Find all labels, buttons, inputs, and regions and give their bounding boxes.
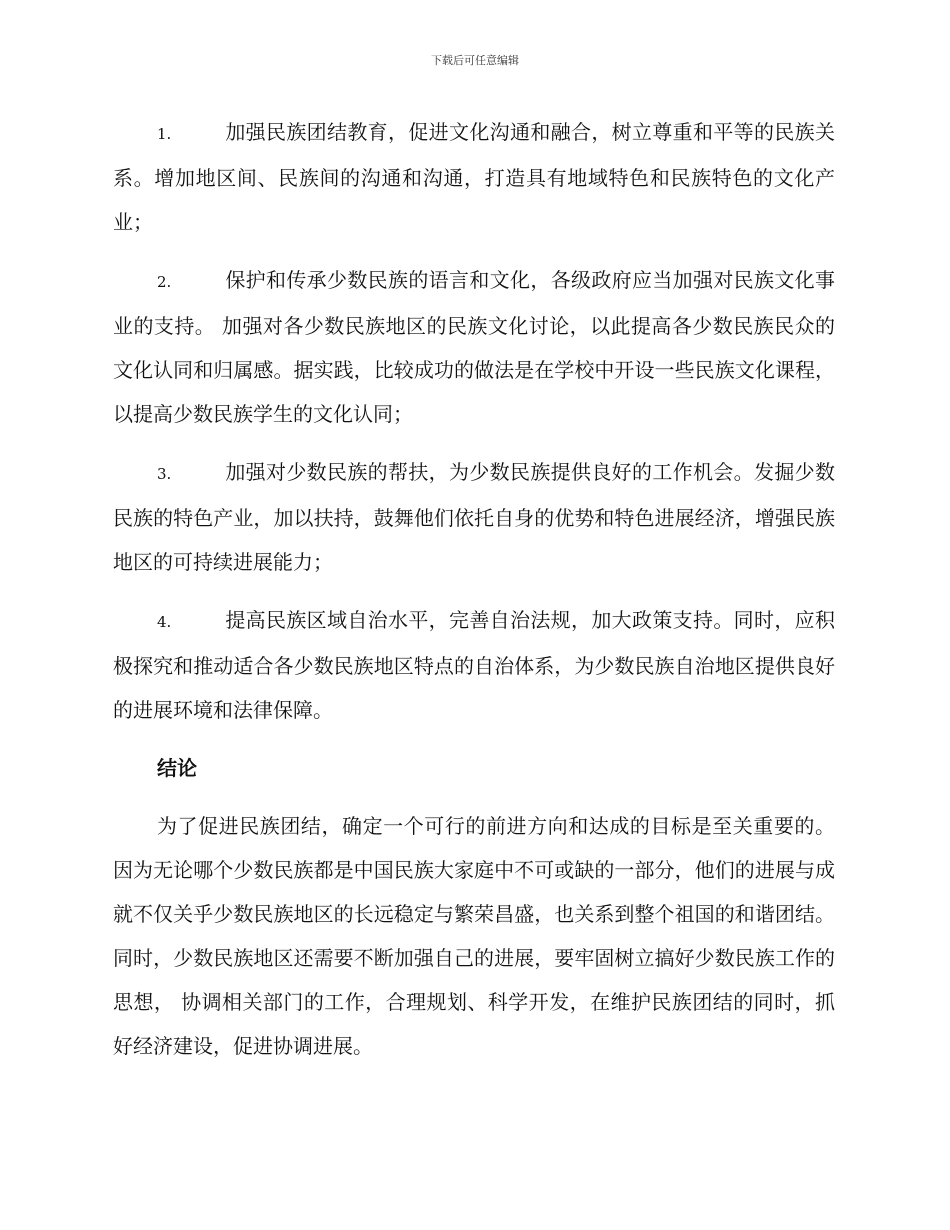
list-item-number: 3. [157, 465, 172, 483]
list-item-text: 加强对少数民族的帮扶，为少数民族提供良好的工作机会。发掘少数民族的特色产业，加以扶持，鼓舞他们依托自身的优势和特色进展经济，增强民族地区的可持续进展能力； [113, 460, 835, 574]
list-item-text: 加强民族团结教育，促进文化沟通和融合，树立尊重和平等的民族关系。增加地区间、民族间的沟通和沟通，打造具有地域特色和民族特色的文化产业； [113, 120, 835, 234]
conclusion-paragraph: 为了促进民族团结，确定一个可行的前进方向和达成的目标是至关重要的。 因为无论哪个少数民族都是中国民族大家庭中不可或缺的一部分，他们的进展与成就不仅关乎少数民族地区的长远稳定与繁荣昌盛，也关系到整个祖国的和谐团结。同时，少数民族地区还需要不断加强自己的进展，要牢固树立搞好少数民族工作的思想， 协调相关部门的工作，合理规划、科学开发，在维护民族团结的同时，抓好经济建设，促进协调进展。 [113, 814, 835, 1058]
list-item-3 [113, 450, 835, 584]
list-item-number: 2. [157, 273, 172, 291]
document-body [113, 110, 835, 1068]
list-item-2 [113, 258, 835, 436]
list-item-4 [113, 598, 835, 732]
list-item-text: 保护和传承少数民族的语言和文化，各级政府应当加强对民族文化事业的支持。 加强对各少数民族地区的民族文化讨论，以此提高各少数民族民众的文化认同和归属感。据实践，比较成功的做法是在学校中开设一些民族文化课程，以提高少数民族学生的文化认同； [113, 268, 835, 426]
conclusion-heading: 结论 [157, 756, 197, 780]
page-header: 下载后可任意编辑 [431, 54, 519, 67]
list-item-number: 1. [157, 125, 172, 143]
list-item-number: 4. [157, 613, 172, 631]
list-item-text: 提高民族区域自治水平，完善自治法规，加大政策支持。同时，应积极探究和推动适合各少数民族地区特点的自治体系，为少数民族自治地区提供良好的进展环境和法律保障。 [113, 608, 835, 722]
list-item-1 [113, 110, 835, 244]
